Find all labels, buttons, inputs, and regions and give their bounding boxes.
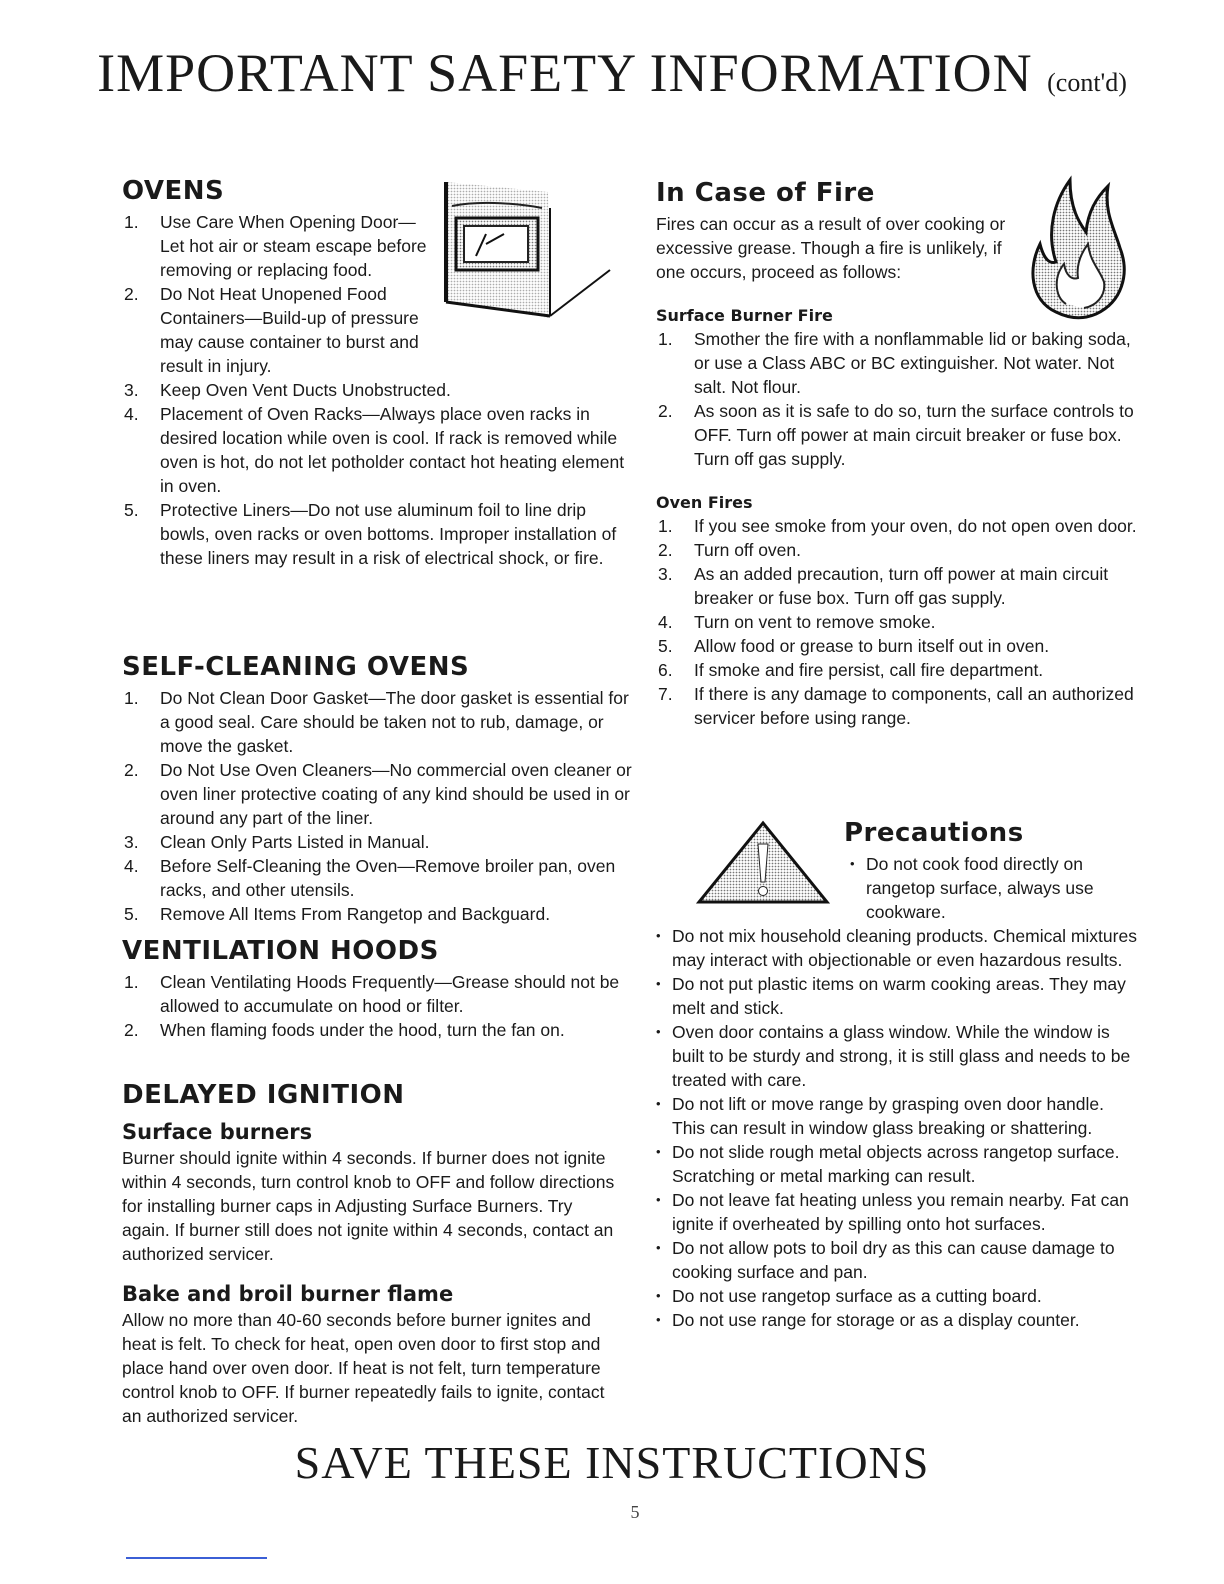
list-item: 6. If smoke and fire persist, call fire department. (658, 660, 1044, 680)
fire-intro: Fires can occur as a result of over cooking or excessive grease. Though a fire is unlikely, if one occurs, proceed as follows: (656, 214, 1006, 282)
self-cleaning-heading: SELF-CLEANING OVENS (122, 652, 470, 682)
list-item: 1. Smother the fire with a nonflammable lid or baking soda, or use a Class ABC or BC extinguisher. Not water. Not salt. Not flour. (658, 329, 1131, 397)
list-item: • Do not leave fat heating unless you remain nearby. Fat can ignite if overheated by spilling onto hot surfaces. (650, 1188, 1138, 1236)
list-item: 3. Clean Only Parts Listed in Manual. (124, 832, 430, 852)
surface-burner-fire-heading: Surface Burner Fire (656, 306, 833, 325)
title-text: IMPORTANT SAFETY INFORMATION (97, 43, 1033, 103)
list-item: • Oven door contains a glass window. While the window is built to be sturdy and strong, it is still glass and needs to be treated with care. (650, 1020, 1138, 1092)
delayed-ignition-section (122, 1080, 622, 1428)
list-item: 5. Protective Liners—Do not use aluminum foil to line drip bowls, oven racks or oven bottoms. Improper installation of these liners may result in a risk of electrical shock, or fire. (124, 500, 617, 568)
list-item: 2. Do Not Heat Unopened Food Containers—Build-up of pressure may cause container to burst and result in injury. (124, 284, 419, 376)
precautions-header (844, 818, 1144, 924)
list-item: 1. If you see smoke from your oven, do not open oven door. (658, 516, 1137, 536)
surface-burner-fire-list (656, 327, 1146, 471)
surface-burners-text: Burner should ignite within 4 seconds. If burner does not ignite within 4 seconds, turn control knob to OFF and follow directions for installing burner caps in Adjusting Surface Burners. Try again. If burner still does not ignite within 4 seconds, contact an authorized servicer. (122, 1148, 615, 1264)
precautions-first-list (844, 852, 1144, 924)
list-item: • Do not put plastic items on warm cooking areas. They may melt and stick. (650, 972, 1138, 1020)
list-item: 1. Use Care When Opening Door—Let hot air or steam escape before removing or replacing food. (124, 212, 427, 280)
list-item: 2. Do Not Use Oven Cleaners—No commercial oven cleaner or oven liner protective coating of any kind should be used in or around any part of the liner. (124, 760, 632, 828)
list-item: 3. Keep Oven Vent Ducts Unobstructed. (124, 380, 451, 400)
list-item: 4. Before Self-Cleaning the Oven—Remove broiler pan, oven racks, and other utensils. (124, 856, 616, 900)
page-title (0, 42, 1224, 104)
flame-icon (1026, 172, 1132, 322)
precautions-list (650, 924, 1138, 1332)
list-item: • Do not use rangetop surface as a cutting board. (650, 1284, 1138, 1308)
surface-burners-heading: Surface burners (122, 1120, 313, 1144)
oven-icon (432, 178, 618, 318)
self-cleaning-section (122, 652, 632, 926)
list-item: 5. Allow food or grease to burn itself out in oven. (658, 636, 1050, 656)
ventilation-list (122, 970, 632, 1042)
list-item: 2. As soon as it is safe to do so, turn the surface controls to OFF. Turn off power at main circuit breaker or fuse box. Turn off gas supply. (658, 401, 1134, 469)
list-item: • Do not slide rough metal objects across rangetop surface. Scratching or metal marking can result. (650, 1140, 1138, 1188)
list-item: 4. Turn on vent to remove smoke. (658, 612, 936, 632)
list-item: 7. If there is any damage to components, call an authorized servicer before using range. (658, 684, 1134, 728)
bake-broil-heading: Bake and broil burner flame (122, 1282, 454, 1306)
bottom-divider (126, 1557, 267, 1559)
list-item: 1. Clean Ventilating Hoods Frequently—Grease should not be allowed to accumulate on hood or filter. (124, 972, 620, 1016)
title-suffix: (cont'd) (1047, 68, 1127, 97)
bake-broil-text: Allow no more than 40-60 seconds before burner ignites and heat is felt. To check for heat, open oven door to first stop and place hand over oven door. If heat is not felt, turn temperature control knob to OFF. If burner repeatedly fails to ignite, contact an authorized servicer. (122, 1310, 605, 1426)
precautions-heading: Precautions (844, 818, 1024, 848)
self-cleaning-list (122, 686, 632, 926)
list-item: 2. When flaming foods under the hood, turn the fan on. (124, 1020, 565, 1040)
list-item: 1. Do Not Clean Door Gasket—The door gasket is essential for a good seal. Care should be taken not to rub, damage, or move the gasket. (124, 688, 629, 756)
delayed-ignition-heading: DELAYED IGNITION (122, 1080, 405, 1110)
list-item: 2. Turn off oven. (658, 540, 802, 560)
page-number: 5 (630, 1502, 640, 1522)
ovens-heading: OVENS (122, 176, 225, 206)
list-item: 4. Placement of Oven Racks—Always place oven racks in desired location while oven is cool. If rack is removed while oven is hot, do not let potholder contact hot heating element in oven. (124, 404, 625, 496)
oven-fires-list (656, 514, 1146, 730)
list-item: • Do not use range for storage or as a display counter. (650, 1308, 1138, 1332)
ventilation-section (122, 936, 632, 1042)
fire-heading: In Case of Fire (656, 178, 875, 208)
list-item: 5. Remove All Items From Rangetop and Backguard. (124, 904, 551, 924)
save-instructions-footer: SAVE THESE INSTRUCTIONS (294, 1437, 930, 1488)
precautions-section (650, 924, 1138, 1332)
ventilation-heading: VENTILATION HOODS (122, 936, 439, 966)
list-item: • Do not lift or move range by grasping oven door handle. This can result in window glass breaking or shattering. (650, 1092, 1138, 1140)
list-item: • Do not mix household cleaning products. Chemical mixtures may interact with objectionable or even hazardous results. (650, 924, 1138, 972)
list-item: • Do not cook food directly on rangetop surface, always use cookware. (844, 852, 1144, 924)
list-item: 3. As an added precaution, turn off power at main circuit breaker or fuse box. Turn off gas supply. (658, 564, 1109, 608)
list-item: • Do not allow pots to boil dry as this can cause damage to cooking surface and pan. (650, 1236, 1138, 1284)
warning-triangle-icon (696, 820, 830, 906)
oven-fires-heading: Oven Fires (656, 493, 753, 512)
